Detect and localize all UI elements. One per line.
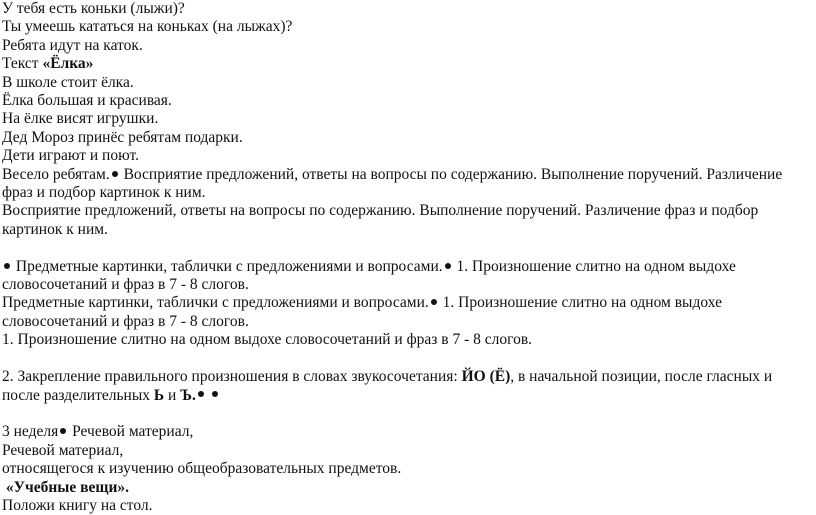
- perception-text: Восприятие предложений, ответы на вопросы по содержанию. Выполнение поручений. Различение: [119, 165, 783, 183]
- pictures-continuation-b: словосочетаний и фраз в 7 - 8 слогов.: [2, 312, 249, 330]
- period: .: [192, 386, 196, 404]
- story-line: В школе стоит ёлка.: [2, 73, 134, 91]
- study-items-title: «Учебные вещи».: [5, 478, 130, 496]
- bullet-icon: [212, 391, 218, 397]
- hard-sign: Ъ: [180, 386, 193, 404]
- perception-line: Восприятие предложений, ответы на вопросы по содержанию. Выполнение поручений. Различение фраз и подбор: [2, 202, 759, 220]
- consolidation-rest: , в начальной позиции, после гласных и: [510, 368, 773, 386]
- consolidation-sound: ЙО (Ё): [461, 368, 511, 386]
- text-heading-prefix: Текст: [2, 55, 43, 73]
- consolidation-text: 2. Закрепление правильного произношения в словах звукосочетания:: [2, 368, 462, 386]
- merry-continuation: фраз и подбор картинок к ним.: [2, 184, 206, 202]
- text-heading: [2, 55, 802, 73]
- pictures-text: Предметные картинки, таблички с предложениями и вопросами.: [2, 294, 429, 312]
- bullet-icon: [445, 263, 451, 269]
- document-page: [2, 0, 802, 515]
- story-line: Дети играют и поют.: [2, 147, 139, 165]
- study-items-heading: [2, 479, 802, 497]
- sentence-rink: Ребята идут на каток.: [2, 36, 143, 54]
- and-text: и: [164, 386, 181, 404]
- speech-material-line: Речевой материал,: [2, 441, 124, 459]
- story-line: На ёлке висят игрушки.: [2, 110, 159, 128]
- soft-sign: Ь: [153, 386, 165, 404]
- related-subjects-line: относящегося к изучению общеобразовательных предметов.: [2, 460, 402, 478]
- text-heading-title: «Ёлка»: [42, 55, 94, 73]
- consolidation-continuation: [2, 387, 802, 405]
- merry-text: Весело ребятам.: [2, 165, 110, 183]
- bullet-icon: [198, 391, 204, 397]
- bullet-icon: [431, 299, 437, 305]
- pictures-text: Предметные картинки, таблички с предложениями и вопросами.: [12, 257, 443, 275]
- merry-line: [2, 166, 802, 184]
- bullet-icon: [112, 171, 118, 177]
- speech-material-text: Речевой материал,: [68, 423, 194, 441]
- pronunciation-text: 1. Произношение слитно на одном выдохе: [452, 257, 736, 275]
- bullet-icon: [60, 428, 66, 434]
- perception-continuation: картинок к ним.: [2, 220, 108, 238]
- blank-line: [2, 405, 802, 423]
- week-line: [2, 423, 802, 441]
- pronunciation-line: 1. Произношение слитно на одном выдохе словосочетаний и фраз в 7 - 8 слогов.: [2, 331, 533, 349]
- pictures-line-b: [2, 294, 802, 312]
- pronunciation-text: 1. Произношение слитно на одном выдохе: [438, 294, 722, 312]
- question-can-skate: Ты умеешь кататься на коньках (на лыжах)?: [2, 18, 293, 36]
- consolidation-line: [2, 368, 802, 386]
- bullet-icon: [4, 263, 10, 269]
- story-line: Ёлка большая и красивая.: [2, 92, 172, 110]
- blank-line: [2, 350, 802, 368]
- pictures-continuation-a: словосочетаний и фраз в 7 - 8 слогов.: [2, 276, 249, 294]
- blank-line: [2, 239, 802, 257]
- instruction-line: Положи книгу на стол.: [2, 496, 153, 514]
- week-text: 3 неделя: [2, 423, 59, 441]
- question-skates: У тебя есть коньки (лыжи)?: [2, 0, 185, 17]
- story-line: Дед Мороз принёс ребятам подарки.: [2, 128, 243, 146]
- pictures-line-a: [2, 258, 802, 276]
- consolidation-cont-text: после разделительных: [2, 386, 154, 404]
